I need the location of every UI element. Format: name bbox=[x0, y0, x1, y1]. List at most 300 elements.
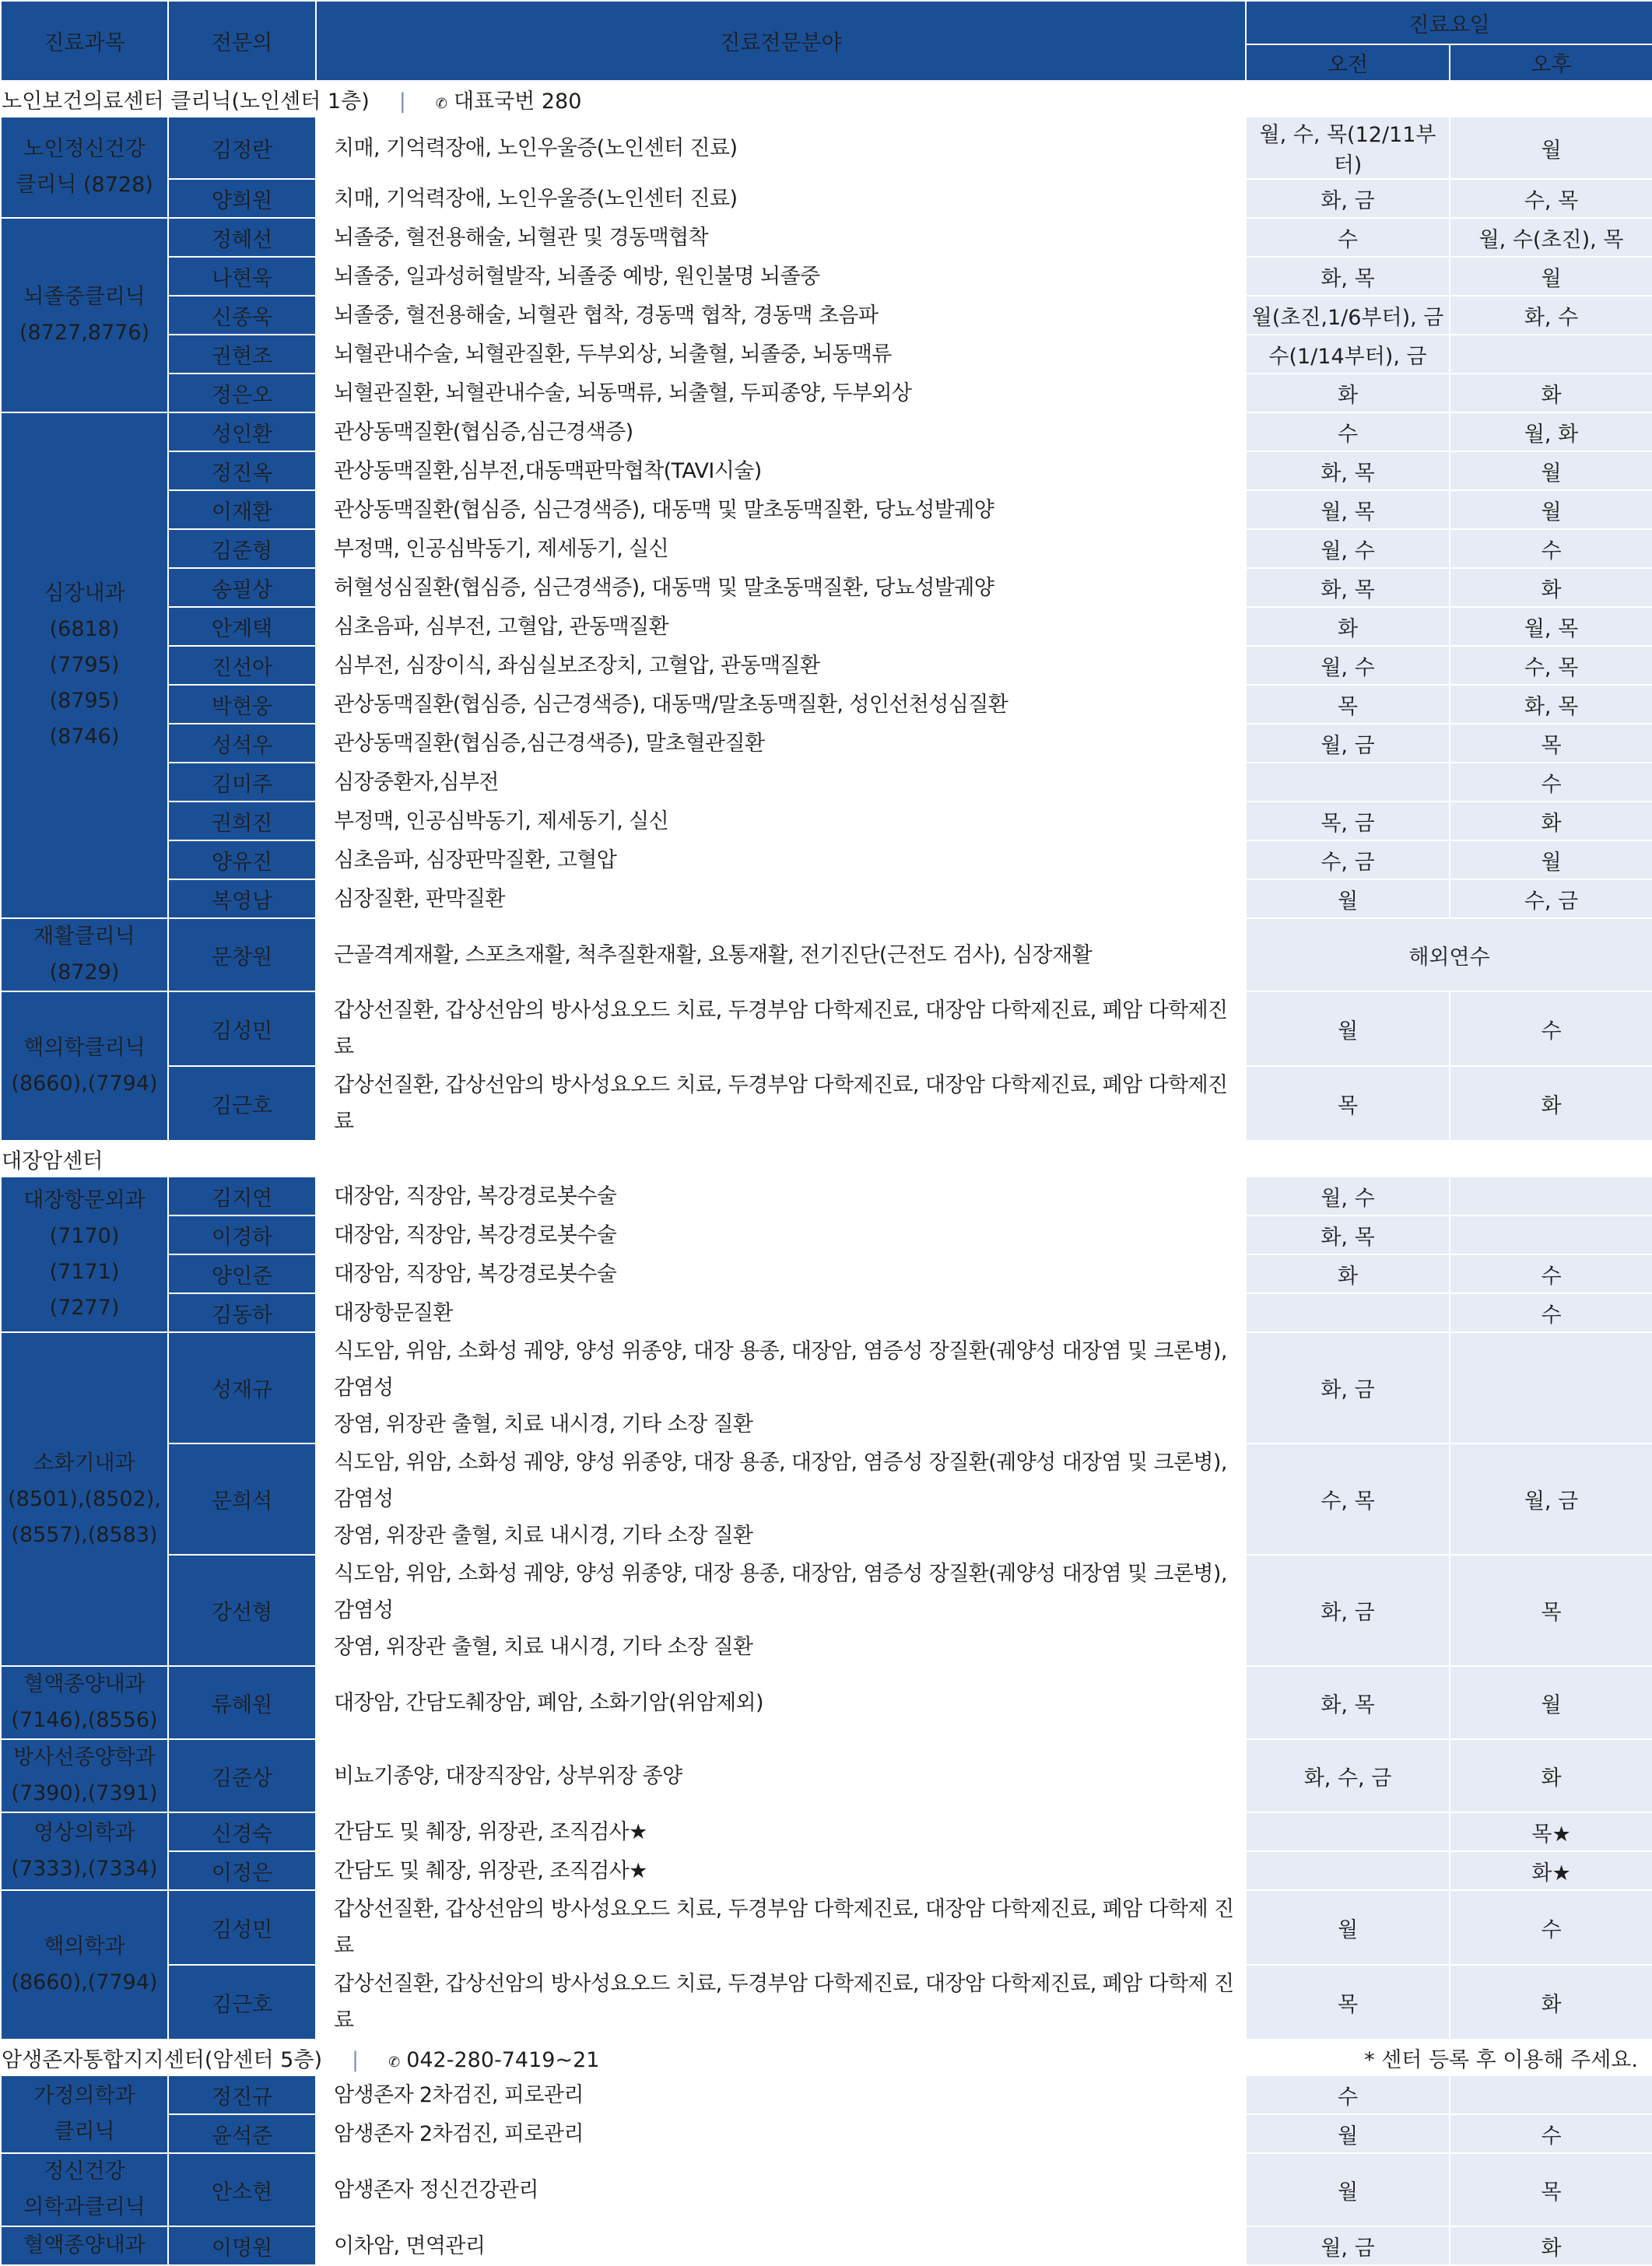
specialty-line: 심초음파, 심부전, 고혈압, 관동맥질환 bbox=[334, 614, 669, 639]
pm-schedule bbox=[1450, 1177, 1652, 1215]
doctor-cell: 문창원 bbox=[168, 918, 316, 991]
table-row bbox=[1, 1851, 1652, 1890]
pm-schedule: 월 bbox=[1450, 490, 1652, 529]
pm-schedule bbox=[1450, 1215, 1652, 1254]
pm-schedule: 월 bbox=[1450, 451, 1652, 490]
pm-schedule: 수, 금 bbox=[1450, 879, 1652, 918]
am-schedule: 화, 목 bbox=[1246, 1215, 1450, 1254]
specialty-cell bbox=[316, 2075, 1246, 2114]
specialty-cell bbox=[316, 257, 1246, 296]
pm-schedule: 수 bbox=[1450, 2114, 1652, 2153]
dept-line: (7277) bbox=[49, 1296, 120, 1320]
specialty-line: 뇌졸중, 혈전용해술, 뇌혈관 및 경동맥협착 bbox=[334, 225, 709, 250]
doctor-cell: 이정은 bbox=[168, 1851, 316, 1890]
am-schedule: 화, 목 bbox=[1246, 1666, 1450, 1739]
dept-line: (7795) bbox=[49, 653, 120, 677]
pm-schedule: 수 bbox=[1450, 529, 1652, 568]
am-schedule: 월, 수 bbox=[1246, 529, 1450, 568]
am-schedule: 화, 금 bbox=[1246, 1332, 1450, 1443]
am-schedule: 목 bbox=[1246, 685, 1450, 724]
dept-line: (8746) bbox=[49, 724, 120, 749]
table-row bbox=[1, 1254, 1652, 1293]
specialty-cell bbox=[316, 1066, 1246, 1141]
table-row bbox=[1, 763, 1652, 802]
table-row bbox=[1, 2075, 1652, 2114]
dept-line: 클리닉 (8728) bbox=[16, 173, 153, 197]
am-schedule bbox=[1246, 1851, 1450, 1890]
doctor-cell: 정진규 bbox=[168, 2075, 316, 2114]
specialty-cell bbox=[316, 1890, 1246, 1965]
specialty-line: 장염, 위장관 출혈, 치료 내시경, 기타 소장 질환 bbox=[334, 1524, 753, 1548]
pm-schedule: 수 bbox=[1450, 991, 1652, 1066]
specialty-cell bbox=[316, 490, 1246, 529]
specialty-cell bbox=[316, 1851, 1246, 1890]
specialty-line: 심초음파, 심장판막질환, 고혈압 bbox=[334, 847, 617, 872]
dept-cell bbox=[1, 1332, 168, 1666]
specialty-cell bbox=[316, 918, 1246, 991]
am-schedule: 화, 목 bbox=[1246, 451, 1450, 490]
section-header bbox=[1, 81, 1652, 117]
specialty-line: 간담도 및 췌장, 위장관, 조직검사★ bbox=[334, 1819, 647, 1844]
dept-cell bbox=[1, 1739, 168, 1812]
table-row bbox=[1, 840, 1652, 879]
doctor-cell: 김성민 bbox=[168, 1890, 316, 1965]
dept-line: 대장항문외과 bbox=[23, 1188, 146, 1212]
am-schedule: 목, 금 bbox=[1246, 802, 1450, 840]
table-row bbox=[1, 1965, 1652, 2040]
dept-line: 노인정신건강 bbox=[23, 137, 146, 161]
doctor-cell: 정진옥 bbox=[168, 451, 316, 490]
specialty-line: 대장암, 간담도췌장암, 폐암, 소화기암(위암제외) bbox=[334, 1690, 763, 1715]
am-schedule: 월 bbox=[1246, 2153, 1450, 2226]
dept-line: (8795) bbox=[49, 689, 120, 713]
dept-cell bbox=[1, 2075, 168, 2153]
am-schedule: 화, 수, 금 bbox=[1246, 1739, 1450, 1812]
am-schedule: 수 bbox=[1246, 218, 1450, 257]
am-schedule: 화, 금 bbox=[1246, 179, 1450, 218]
doctor-cell: 이재환 bbox=[168, 490, 316, 529]
section-divider: | bbox=[351, 2047, 360, 2072]
doctor-cell: 신종욱 bbox=[168, 296, 316, 335]
dept-line: (6818) bbox=[49, 617, 120, 641]
dept-line: (8557),(8583) bbox=[11, 1522, 158, 1547]
header-row bbox=[1, 1, 1652, 44]
pm-schedule: 월 bbox=[1450, 257, 1652, 296]
doctor-cell: 강선형 bbox=[168, 1555, 316, 1666]
pm-schedule: 수, 목 bbox=[1450, 179, 1652, 218]
dept-line: (7333),(7334) bbox=[11, 1857, 158, 1881]
specialty-cell bbox=[316, 179, 1246, 218]
table-row bbox=[1, 1215, 1652, 1254]
table-row bbox=[1, 991, 1652, 1066]
specialty-line: 갑상선질환, 갑상선암의 방사성요오드 치료, 두경부암 다학제진료, 대장암 다학제진료, 폐암 다학제 진료 bbox=[334, 1897, 1234, 1958]
am-schedule: 월, 수 bbox=[1246, 646, 1450, 685]
am-schedule: 월, 수, 목(12/11부터) bbox=[1246, 117, 1450, 179]
pm-schedule: 화★ bbox=[1450, 1851, 1652, 1890]
dept-line: 의학과클리닉 bbox=[23, 2195, 146, 2219]
specialty-cell bbox=[316, 117, 1246, 179]
table-row bbox=[1, 1739, 1652, 1812]
dept-line: 핵의학클리닉 bbox=[23, 1036, 146, 1060]
am-schedule: 월, 목 bbox=[1246, 490, 1450, 529]
specialty-cell bbox=[316, 1555, 1246, 1666]
am-schedule: 월, 금 bbox=[1246, 2226, 1450, 2265]
doctor-cell: 김준형 bbox=[168, 529, 316, 568]
specialty-line: 식도암, 위암, 소화성 궤양, 양성 위종양, 대장 용종, 대장암, 염증성 장질환(궤양성 대장염 및 크론병), 감염성 bbox=[334, 1339, 1227, 1400]
dept-line: 정신건강 bbox=[44, 2159, 125, 2184]
doctor-cell: 김근호 bbox=[168, 1066, 316, 1141]
doctor-cell: 권희진 bbox=[168, 802, 316, 840]
section-header-row bbox=[1, 1141, 1652, 1177]
dept-line: (8729) bbox=[49, 960, 120, 984]
specialty-cell bbox=[316, 568, 1246, 607]
specialty-cell bbox=[316, 451, 1246, 490]
table-row bbox=[1, 218, 1652, 257]
pm-schedule: 화 bbox=[1450, 568, 1652, 607]
section-divider: | bbox=[398, 89, 406, 114]
pm-schedule bbox=[1450, 1332, 1652, 1443]
specialty-cell bbox=[316, 1332, 1246, 1443]
specialty-cell bbox=[316, 412, 1246, 451]
table-row bbox=[1, 1443, 1652, 1555]
pm-schedule: 월 bbox=[1450, 840, 1652, 879]
specialty-line: 심부전, 심장이식, 좌심실보조장치, 고혈압, 관동맥질환 bbox=[334, 653, 820, 678]
specialty-cell bbox=[316, 2226, 1246, 2265]
header-doctor: 전문의 bbox=[168, 1, 316, 81]
dept-cell bbox=[1, 1812, 168, 1890]
dept-cell bbox=[1, 412, 168, 918]
specialty-line: 심장중환자,심부전 bbox=[334, 770, 499, 795]
table-row bbox=[1, 374, 1652, 412]
specialty-cell bbox=[316, 991, 1246, 1066]
pm-schedule: 수 bbox=[1450, 1293, 1652, 1332]
specialty-line: 대장항문질환 bbox=[334, 1300, 453, 1325]
table-row bbox=[1, 802, 1652, 840]
doctor-cell: 박현웅 bbox=[168, 685, 316, 724]
doctor-cell: 김근호 bbox=[168, 1965, 316, 2040]
table-row bbox=[1, 179, 1652, 218]
am-schedule: 화, 목 bbox=[1246, 257, 1450, 296]
specialty-cell bbox=[316, 607, 1246, 646]
am-schedule bbox=[1246, 763, 1450, 802]
specialty-cell bbox=[316, 840, 1246, 879]
section-header bbox=[1, 1141, 1652, 1177]
table-row bbox=[1, 1332, 1652, 1443]
pm-schedule: 수, 목 bbox=[1450, 646, 1652, 685]
specialty-cell bbox=[316, 879, 1246, 918]
header-dept: 진료과목 bbox=[1, 1, 168, 81]
am-schedule: 월(초진,1/6부터), 금 bbox=[1246, 296, 1450, 335]
dept-line: 뇌졸중클리닉 bbox=[23, 285, 146, 309]
dept-line: (7171) bbox=[49, 1260, 120, 1284]
doctor-cell: 양희원 bbox=[168, 179, 316, 218]
specialty-line: 간담도 및 췌장, 위장관, 조직검사★ bbox=[334, 1858, 647, 1883]
doctor-cell: 김동하 bbox=[168, 1293, 316, 1332]
specialty-cell bbox=[316, 1215, 1246, 1254]
pm-schedule: 화 bbox=[1450, 1965, 1652, 2040]
specialty-line: 부정맥, 인공심박동기, 제세동기, 실신 bbox=[334, 536, 669, 561]
pm-schedule: 화, 수 bbox=[1450, 296, 1652, 335]
table-row bbox=[1, 607, 1652, 646]
dept-cell bbox=[1, 918, 168, 991]
specialty-line: 암생존자 2차검진, 피로관리 bbox=[334, 2121, 584, 2146]
pm-schedule: 월, 화 bbox=[1450, 412, 1652, 451]
dept-line: 소화기내과 bbox=[33, 1450, 135, 1475]
specialty-line: 갑상선질환, 갑상선암의 방사성요오드 치료, 두경부암 다학제진료, 대장암 다학제진료, 폐암 다학제진료 bbox=[334, 998, 1228, 1059]
doctor-cell: 신경숙 bbox=[168, 1812, 316, 1851]
am-schedule: 목 bbox=[1246, 1965, 1450, 2040]
table-row bbox=[1, 1890, 1652, 1965]
am-schedule: 수, 금 bbox=[1246, 840, 1450, 879]
am-schedule: 화 bbox=[1246, 1254, 1450, 1293]
table-row bbox=[1, 918, 1652, 991]
pm-schedule: 목 bbox=[1450, 724, 1652, 763]
doctor-cell: 나현욱 bbox=[168, 257, 316, 296]
dept-line: (8660),(7794) bbox=[11, 1970, 158, 1994]
header-pm: 오후 bbox=[1450, 44, 1652, 81]
am-schedule: 화, 금 bbox=[1246, 1555, 1450, 1666]
specialty-line: 뇌졸중, 혈전용해술, 뇌혈관 협착, 경동맥 협착, 경동맥 초음파 bbox=[334, 303, 879, 328]
specialty-line: 대장암, 직장암, 복강경로봇수술 bbox=[334, 1261, 617, 1286]
specialty-cell bbox=[316, 1739, 1246, 1812]
specialty-line: 대장암, 직장암, 복강경로봇수술 bbox=[334, 1222, 617, 1247]
dept-line: (8501),(8502), bbox=[8, 1486, 161, 1511]
pm-schedule: 목 bbox=[1450, 2153, 1652, 2226]
doctor-cell: 정혜선 bbox=[168, 218, 316, 257]
doctor-cell: 김성민 bbox=[168, 991, 316, 1066]
doctor-cell: 복영남 bbox=[168, 879, 316, 918]
table-row bbox=[1, 1666, 1652, 1739]
specialty-cell bbox=[316, 296, 1246, 335]
specialty-line: 식도암, 위암, 소화성 궤양, 양성 위종양, 대장 용종, 대장암, 염증성 장질환(궤양성 대장염 및 크론병), 감염성 bbox=[334, 1450, 1227, 1511]
specialty-cell bbox=[316, 374, 1246, 412]
dept-cell bbox=[1, 2226, 168, 2265]
doctor-cell: 문희석 bbox=[168, 1443, 316, 1555]
specialty-line: 관상동맥질환(협심증,심근경색증) bbox=[334, 419, 633, 444]
am-schedule: 화 bbox=[1246, 374, 1450, 412]
doctor-cell: 윤석준 bbox=[168, 2114, 316, 2153]
dept-cell bbox=[1, 117, 168, 218]
doctor-cell: 성인환 bbox=[168, 412, 316, 451]
table-row bbox=[1, 490, 1652, 529]
specialty-line: 치매, 기억력장애, 노인우울증(노인센터 진료) bbox=[334, 135, 738, 160]
table-row bbox=[1, 451, 1652, 490]
table-row bbox=[1, 2226, 1652, 2265]
pm-schedule: 월 bbox=[1450, 1666, 1652, 1739]
specialty-cell bbox=[316, 646, 1246, 685]
table-row bbox=[1, 568, 1652, 607]
dept-line: (8727,8776) bbox=[19, 321, 150, 345]
pm-schedule: 월 bbox=[1450, 117, 1652, 179]
doctor-cell: 김지연 bbox=[168, 1177, 316, 1215]
am-schedule: 월 bbox=[1246, 2114, 1450, 2153]
specialty-cell bbox=[316, 1177, 1246, 1215]
dept-line: 핵의학과 bbox=[44, 1935, 125, 1959]
dept-line: (7170) bbox=[49, 1224, 120, 1248]
am-schedule: 월 bbox=[1246, 991, 1450, 1066]
table-row bbox=[1, 685, 1652, 724]
specialty-line: 치매, 기억력장애, 노인우울증(노인센터 진료) bbox=[334, 186, 738, 211]
specialty-line: 뇌혈관질환, 뇌혈관내수술, 뇌동맥류, 뇌출혈, 두피종양, 두부외상 bbox=[334, 381, 912, 405]
pm-schedule: 화 bbox=[1450, 2226, 1652, 2265]
specialty-cell bbox=[316, 2153, 1246, 2226]
specialty-line: 관상동맥질환(협심증, 심근경색증), 대동맥 및 말초동맥질환, 당뇨성발궤양 bbox=[334, 497, 994, 522]
am-schedule: 목 bbox=[1246, 1066, 1450, 1141]
specialty-line: 허혈성심질환(협심증, 심근경색증), 대동맥 및 말초동맥질환, 당뇨성발궤양 bbox=[334, 575, 994, 600]
doctor-cell: 이명원 bbox=[168, 2226, 316, 2265]
pm-schedule: 화 bbox=[1450, 802, 1652, 840]
specialty-cell bbox=[316, 529, 1246, 568]
specialty-line: 이차암, 면역관리 bbox=[334, 2233, 486, 2258]
header-days: 진료요일 bbox=[1246, 1, 1652, 44]
specialty-line: 비뇨기종양, 대장직장암, 상부위장 종양 bbox=[334, 1763, 682, 1788]
section-phone: 042-280-7419~21 bbox=[406, 2047, 600, 2072]
specialty-line: 부정맥, 인공심박동기, 제세동기, 실신 bbox=[334, 809, 669, 833]
specialty-line: 암생존자 정신건강관리 bbox=[334, 2177, 538, 2202]
doctor-cell: 김미주 bbox=[168, 763, 316, 802]
doctor-cell: 안계택 bbox=[168, 607, 316, 646]
am-schedule bbox=[1246, 1293, 1450, 1332]
pm-schedule: 수 bbox=[1450, 1890, 1652, 1965]
pm-schedule: 화 bbox=[1450, 1066, 1652, 1141]
pm-schedule: 화 bbox=[1450, 1739, 1652, 1812]
dept-line: 가정의학과 bbox=[33, 2084, 135, 2108]
dept-cell bbox=[1, 1177, 168, 1332]
table-row bbox=[1, 2153, 1652, 2226]
specialty-line: 심장질환, 판막질환 bbox=[334, 886, 505, 911]
specialty-cell bbox=[316, 1443, 1246, 1555]
specialty-line: 갑상선질환, 갑상선암의 방사성요오드 치료, 두경부암 다학제진료, 대장암 다학제진료, 폐암 다학제진료 bbox=[334, 1073, 1228, 1134]
am-schedule: 월, 수 bbox=[1246, 1177, 1450, 1215]
table-row bbox=[1, 296, 1652, 335]
dept-line: (8660),(7794) bbox=[11, 1072, 158, 1096]
am-schedule: 수 bbox=[1246, 2075, 1450, 2114]
pm-schedule: 화, 목 bbox=[1450, 685, 1652, 724]
dept-cell bbox=[1, 2153, 168, 2226]
am-schedule: 월 bbox=[1246, 879, 1450, 918]
am-schedule: 수, 목 bbox=[1246, 1443, 1450, 1555]
section-title: 대장암센터 bbox=[2, 1149, 103, 1173]
specialty-cell bbox=[316, 1965, 1246, 2040]
pm-schedule: 목 bbox=[1450, 1555, 1652, 1666]
section-header-row bbox=[1, 81, 1652, 117]
am-schedule: 월, 금 bbox=[1246, 724, 1450, 763]
specialty-line: 뇌혈관내수술, 뇌혈관질환, 두부외상, 뇌출혈, 뇌졸중, 뇌동맥류 bbox=[334, 342, 892, 367]
doctor-cell: 김준상 bbox=[168, 1739, 316, 1812]
pm-schedule: 월, 금 bbox=[1450, 1443, 1652, 1555]
specialty-cell bbox=[316, 1254, 1246, 1293]
table-row bbox=[1, 724, 1652, 763]
am-schedule: 화 bbox=[1246, 607, 1450, 646]
table-row bbox=[1, 529, 1652, 568]
dept-line: 방사선종양학과 bbox=[13, 1745, 156, 1770]
specialty-line: 관상동맥질환(협심증, 심근경색증), 대동맥/말초동맥질환, 성인선천성심질환 bbox=[334, 692, 1008, 717]
section-note: * 센터 등록 후 이용해 주세요. bbox=[1364, 2047, 1639, 2072]
dept-cell bbox=[1, 1890, 168, 2040]
table-row bbox=[1, 1812, 1652, 1851]
doctor-cell: 진선아 bbox=[168, 646, 316, 685]
doctor-cell: 송필상 bbox=[168, 568, 316, 607]
specialty-line: 뇌졸중, 일과성허혈발작, 뇌졸중 예방, 원인불명 뇌졸중 bbox=[334, 264, 820, 289]
table-row bbox=[1, 117, 1652, 179]
specialty-line: 관상동맥질환(협심증,심근경색증), 말초혈관질환 bbox=[334, 731, 765, 756]
am-schedule: 화, 목 bbox=[1246, 568, 1450, 607]
doctor-cell: 류혜원 bbox=[168, 1666, 316, 1739]
schedule-merged: 해외연수 bbox=[1246, 918, 1652, 991]
pm-schedule: 목★ bbox=[1450, 1812, 1652, 1851]
table-row bbox=[1, 335, 1652, 374]
specialty-line: 장염, 위장관 출혈, 치료 내시경, 기타 소장 질환 bbox=[334, 1635, 753, 1659]
doctor-cell: 성석우 bbox=[168, 724, 316, 763]
pm-schedule: 수 bbox=[1450, 1254, 1652, 1293]
header-am: 오전 bbox=[1246, 44, 1450, 81]
doctor-cell: 양인준 bbox=[168, 1254, 316, 1293]
table-row bbox=[1, 2114, 1652, 2153]
dept-line: (7146),(8556) bbox=[11, 1708, 158, 1732]
am-schedule: 월 bbox=[1246, 1890, 1450, 1965]
header-specialty: 진료전문분야 bbox=[316, 1, 1246, 81]
table-row bbox=[1, 1066, 1652, 1141]
specialty-cell bbox=[316, 1293, 1246, 1332]
dept-line: 혈액종양내과 bbox=[23, 1672, 146, 1696]
am-schedule: 수 bbox=[1246, 412, 1450, 451]
section-header-row bbox=[1, 2040, 1652, 2075]
doctor-cell: 성재규 bbox=[168, 1332, 316, 1443]
pm-schedule: 월, 목 bbox=[1450, 607, 1652, 646]
table-row bbox=[1, 412, 1652, 451]
specialty-cell bbox=[316, 802, 1246, 840]
phone-icon: ✆ bbox=[435, 95, 447, 112]
dept-cell bbox=[1, 1666, 168, 1739]
pm-schedule: 수 bbox=[1450, 763, 1652, 802]
phone-icon: ✆ bbox=[388, 2054, 401, 2071]
pm-schedule bbox=[1450, 2075, 1652, 2114]
section-header bbox=[1, 2040, 1652, 2075]
table-row bbox=[1, 257, 1652, 296]
specialty-cell bbox=[316, 763, 1246, 802]
dept-line: 영상의학과 bbox=[33, 1821, 135, 1845]
dept-line: 혈액종양내과 bbox=[23, 2233, 146, 2257]
pm-schedule: 화 bbox=[1450, 374, 1652, 412]
doctor-cell: 이경하 bbox=[168, 1215, 316, 1254]
doctor-cell: 김정란 bbox=[168, 117, 316, 179]
specialty-cell bbox=[316, 724, 1246, 763]
specialty-line: 관상동맥질환,심부전,대동맥판막협착(TAVI시술) bbox=[334, 458, 762, 483]
table-row bbox=[1, 1293, 1652, 1332]
dept-cell bbox=[1, 218, 168, 412]
dept-line: 클리닉 bbox=[54, 2120, 115, 2144]
specialty-cell bbox=[316, 685, 1246, 724]
dept-line: 재활클리닉 bbox=[33, 924, 135, 949]
specialty-cell bbox=[316, 218, 1246, 257]
specialty-line: 대장암, 직장암, 복강경로봇수술 bbox=[334, 1184, 617, 1208]
pm-schedule bbox=[1450, 335, 1652, 374]
dept-line: 심장내과 bbox=[44, 581, 125, 605]
dept-cell bbox=[1, 991, 168, 1141]
am-schedule: 수(1/14부터), 금 bbox=[1246, 335, 1450, 374]
dept-line: (7390),(7391) bbox=[11, 1781, 158, 1805]
specialty-cell bbox=[316, 1666, 1246, 1739]
doctor-cell: 양유진 bbox=[168, 840, 316, 879]
specialty-cell bbox=[316, 2114, 1246, 2153]
section-phone: 대표국번 280 bbox=[453, 89, 582, 114]
specialty-cell bbox=[316, 335, 1246, 374]
doctor-cell: 권현조 bbox=[168, 335, 316, 374]
specialty-line: 식도암, 위암, 소화성 궤양, 양성 위종양, 대장 용종, 대장암, 염증성 장질환(궤양성 대장염 및 크론병), 감염성 bbox=[334, 1562, 1227, 1622]
specialty-line: 장염, 위장관 출혈, 치료 내시경, 기타 소장 질환 bbox=[334, 1412, 753, 1436]
table-row bbox=[1, 1177, 1652, 1215]
specialty-line: 암생존자 2차검진, 피로관리 bbox=[334, 2082, 584, 2107]
